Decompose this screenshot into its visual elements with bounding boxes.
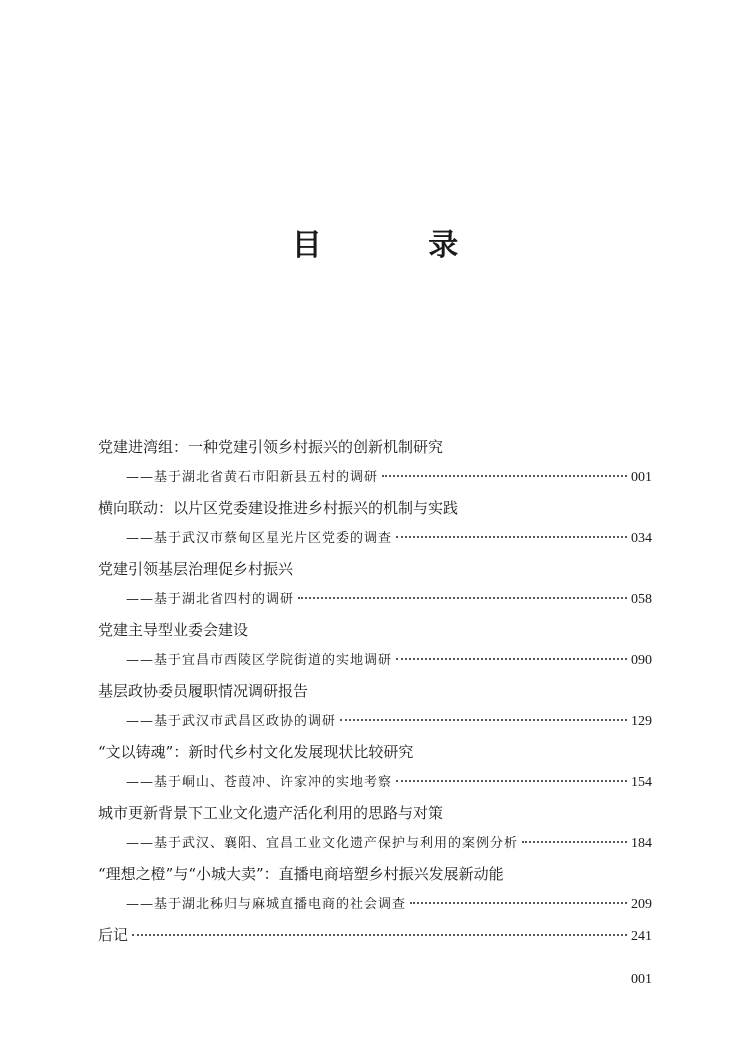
toc-page-number: 209	[631, 896, 652, 912]
dot-leader	[298, 597, 627, 599]
table-of-contents	[98, 432, 652, 951]
toc-entry-title: 党建引领基层治理促乡村振兴	[98, 560, 294, 578]
toc-entry	[98, 615, 652, 676]
toc-page-number: 154	[631, 774, 652, 790]
toc-entry-title: 横向联动：以片区党委建设推进乡村振兴的机制与实践	[98, 499, 459, 517]
dot-leader	[396, 536, 627, 538]
toc-entry-subtitle: ——基于湖北省四村的调研	[126, 591, 295, 607]
dot-leader	[410, 902, 627, 904]
toc-entry	[98, 798, 652, 859]
toc-entry-title: 党建主导型业委会建设	[98, 621, 249, 639]
toc-entry-title: “理想之橙”与“小城大卖”：直播电商培塑乡村振兴发展新动能	[98, 865, 504, 883]
toc-entry	[98, 554, 652, 615]
dot-leader	[396, 658, 627, 660]
toc-entry-subtitle-line	[98, 768, 652, 799]
dot-leader	[522, 841, 627, 843]
toc-entry-subtitle-line	[98, 890, 652, 921]
toc-page-number: 129	[631, 713, 652, 729]
toc-entry-subtitle-line	[98, 463, 652, 494]
dot-leader	[340, 719, 627, 721]
toc-entry	[98, 859, 652, 920]
toc-entry-title: 党建进湾组：一种党建引领乡村振兴的创新机制研究	[98, 438, 444, 456]
toc-entry-title: 城市更新背景下工业文化遗产活化利用的思路与对策	[98, 804, 444, 822]
dot-leader	[396, 780, 627, 782]
folio-page-number: 001	[631, 972, 652, 987]
toc-page-number: 241	[631, 929, 652, 944]
dot-leader	[132, 934, 627, 936]
toc-page-number: 184	[631, 835, 652, 851]
toc-afterword-title: 后记	[98, 926, 129, 944]
toc-entry-subtitle: ——基于武汉、襄阳、宜昌工业文化遗产保护与利用的案例分析	[126, 835, 519, 851]
toc-entry-title: 基层政协委员履职情况调研报告	[98, 682, 309, 700]
dot-leader	[382, 475, 627, 477]
toc-entry-subtitle: ——基于峒山、苍葭冲、许家冲的实地考察	[126, 774, 393, 790]
toc-entry-subtitle: ——基于宜昌市西陵区学院街道的实地调研	[126, 652, 393, 668]
toc-entry-subtitle: ——基于湖北省黄石市阳新县五村的调研	[126, 469, 379, 485]
toc-entry-subtitle-line	[98, 646, 652, 677]
page-title: 目 录	[291, 228, 507, 263]
toc-entry	[98, 493, 652, 554]
toc-entry	[98, 676, 652, 737]
toc-afterword-line	[98, 920, 652, 951]
toc-entry-subtitle-line	[98, 524, 652, 555]
toc-entry-subtitle-line	[98, 585, 652, 616]
toc-page-number: 034	[631, 530, 652, 546]
toc-page-number: 090	[631, 652, 652, 668]
toc-entry-subtitle-line	[98, 707, 652, 738]
toc-page-number: 058	[631, 591, 652, 607]
toc-entry-subtitle: ——基于武汉市武昌区政协的调研	[126, 713, 337, 729]
toc-entry-subtitle-line	[98, 829, 652, 860]
toc-entry-title: “文以铸魂”：新时代乡村文化发展现状比较研究	[98, 743, 414, 761]
toc-entry	[98, 737, 652, 798]
toc-page-number: 001	[631, 469, 652, 485]
toc-entry	[98, 432, 652, 493]
toc-entry-subtitle: ——基于湖北秭归与麻城直播电商的社会调查	[126, 896, 407, 912]
toc-entry-subtitle: ——基于武汉市蔡甸区星光片区党委的调查	[126, 530, 393, 546]
